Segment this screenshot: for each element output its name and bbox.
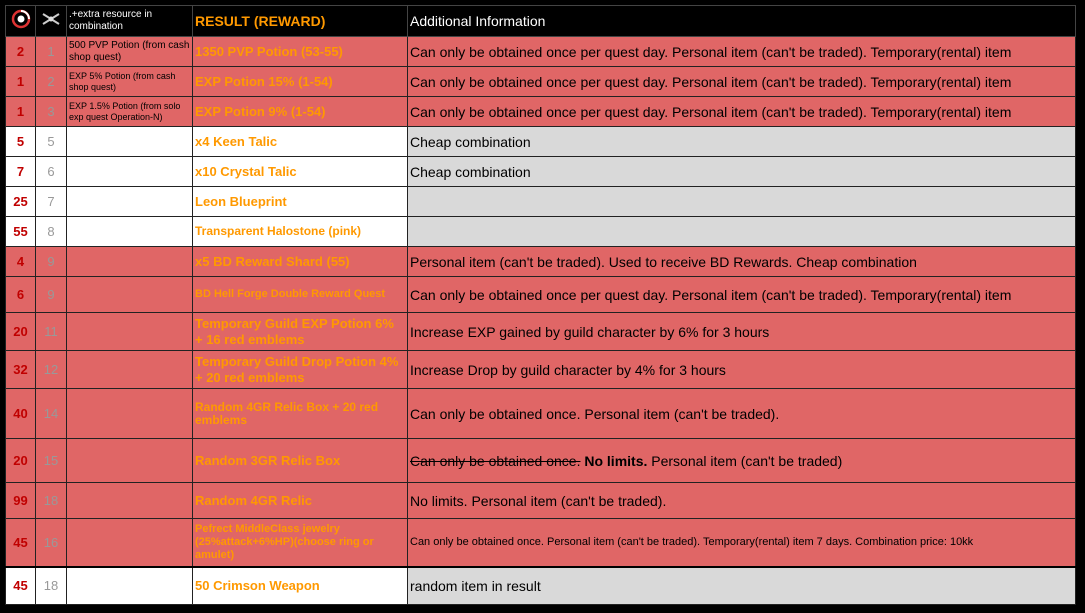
red-swirl-emblem-icon — [11, 9, 31, 34]
red-emblem-count: 1 — [6, 97, 36, 127]
row-number: 2 — [36, 67, 67, 97]
additional-info: Cheap combination — [408, 157, 1076, 187]
row-number: 15 — [36, 439, 67, 483]
result-reward: Random 4GR Relic — [193, 483, 408, 519]
header-extra-resource: .+extra resource in combination — [67, 6, 193, 37]
row-number: 3 — [36, 97, 67, 127]
result-reward: BD Hell Forge Double Reward Quest — [193, 277, 408, 313]
result-reward: Leon Blueprint — [193, 187, 408, 217]
red-emblem-count: 45 — [6, 567, 36, 605]
table-row — [6, 67, 1076, 97]
row-number: 18 — [36, 567, 67, 605]
table-row — [6, 351, 1076, 389]
red-emblem-count: 4 — [6, 247, 36, 277]
extra-resource — [67, 519, 193, 567]
table-row — [6, 439, 1076, 483]
additional-info: Increase EXP gained by guild character by 6% for 3 hours — [408, 313, 1076, 351]
additional-info — [408, 439, 1076, 483]
extra-resource — [67, 127, 193, 157]
row-number: 12 — [36, 351, 67, 389]
row-number: 1 — [36, 37, 67, 67]
row-number: 16 — [36, 519, 67, 567]
extra-resource — [67, 247, 193, 277]
red-emblem-count: 20 — [6, 439, 36, 483]
row-number: 18 — [36, 483, 67, 519]
additional-info: Can only be obtained once per quest day. Personal item (can't be traded). Temporary(rental) item — [408, 97, 1076, 127]
table-row — [6, 519, 1076, 567]
crossed-weapons-icon — [41, 12, 61, 31]
table-row — [6, 567, 1076, 605]
row-number: 7 — [36, 187, 67, 217]
row-number: 9 — [36, 247, 67, 277]
reward-table-container — [5, 5, 1075, 605]
row-number: 5 — [36, 127, 67, 157]
result-reward: EXP Potion 15% (1-54) — [193, 67, 408, 97]
red-emblem-count: 6 — [6, 277, 36, 313]
additional-info: random item in result — [408, 567, 1076, 605]
extra-resource — [67, 389, 193, 439]
row-number: 11 — [36, 313, 67, 351]
extra-resource: 500 PVP Potion (from cash shop quest) — [67, 37, 193, 67]
bold-text: No limits. — [584, 452, 648, 469]
result-reward: Random 4GR Relic Box + 20 red emblems — [193, 389, 408, 439]
header-col2 — [36, 6, 67, 37]
header-col1 — [6, 6, 36, 37]
extra-resource — [67, 351, 193, 389]
table-row — [6, 217, 1076, 247]
additional-info — [408, 217, 1076, 247]
result-reward: x5 BD Reward Shard (55) — [193, 247, 408, 277]
table-row — [6, 157, 1076, 187]
result-reward: Pefrect MiddleClass jewelry (25%attack+6%HP)(choose ring or amulet) — [193, 519, 408, 567]
row-number: 8 — [36, 217, 67, 247]
result-reward: 50 Crimson Weapon — [193, 567, 408, 605]
extra-resource — [67, 157, 193, 187]
extra-resource — [67, 217, 193, 247]
extra-resource — [67, 567, 193, 605]
additional-info: Can only be obtained once. Personal item (can't be traded). Temporary(rental) item 7 days. Combination price: 10kk — [408, 519, 1076, 567]
table-row — [6, 247, 1076, 277]
row-number: 14 — [36, 389, 67, 439]
red-emblem-count: 32 — [6, 351, 36, 389]
table-row — [6, 97, 1076, 127]
extra-resource — [67, 277, 193, 313]
result-reward: x4 Keen Talic — [193, 127, 408, 157]
table-row — [6, 127, 1076, 157]
table-row — [6, 483, 1076, 519]
header-additional-info: Additional Information — [408, 6, 1076, 37]
extra-resource — [67, 187, 193, 217]
extra-resource — [67, 313, 193, 351]
row-number: 6 — [36, 157, 67, 187]
extra-resource — [67, 439, 193, 483]
struck-text: Can only be obtained once. — [410, 452, 581, 469]
red-emblem-count: 40 — [6, 389, 36, 439]
result-reward: Temporary Guild EXP Potion 6% + 16 red emblems — [193, 313, 408, 351]
additional-info: Can only be obtained once. Personal item (can't be traded). — [408, 389, 1076, 439]
table-row — [6, 313, 1076, 351]
result-reward: x10 Crystal Talic — [193, 157, 408, 187]
red-emblem-count: 99 — [6, 483, 36, 519]
red-emblem-count: 5 — [6, 127, 36, 157]
red-emblem-count: 55 — [6, 217, 36, 247]
info-text: Personal item (can't be traded) — [651, 452, 843, 469]
result-reward: Random 3GR Relic Box — [193, 439, 408, 483]
additional-info: Cheap combination — [408, 127, 1076, 157]
additional-info: Can only be obtained once per quest day. Personal item (can't be traded). Temporary(rental) item — [408, 67, 1076, 97]
header-row — [6, 6, 1076, 37]
result-reward: Temporary Guild Drop Potion 4% + 20 red emblems — [193, 351, 408, 389]
red-emblem-count: 25 — [6, 187, 36, 217]
extra-resource — [67, 483, 193, 519]
red-emblem-count: 45 — [6, 519, 36, 567]
additional-info: Can only be obtained once per quest day. Personal item (can't be traded). Temporary(rental) item — [408, 277, 1076, 313]
table-row — [6, 277, 1076, 313]
reward-table — [5, 5, 1076, 605]
header-result: RESULT (REWARD) — [193, 6, 408, 37]
extra-resource: EXP 5% Potion (from cash shop quest) — [67, 67, 193, 97]
red-emblem-count: 2 — [6, 37, 36, 67]
red-emblem-count: 20 — [6, 313, 36, 351]
result-reward: 1350 PVP Potion (53-55) — [193, 37, 408, 67]
red-emblem-count: 7 — [6, 157, 36, 187]
red-emblem-count: 1 — [6, 67, 36, 97]
additional-info: Personal item (can't be traded). Used to receive BD Rewards. Cheap combination — [408, 247, 1076, 277]
table-row — [6, 37, 1076, 67]
row-number: 9 — [36, 277, 67, 313]
table-row — [6, 389, 1076, 439]
additional-info — [408, 187, 1076, 217]
result-reward: Transparent Halostone (pink) — [193, 217, 408, 247]
additional-info: No limits. Personal item (can't be traded). — [408, 483, 1076, 519]
extra-resource: EXP 1.5% Potion (from solo exp quest Operation-N) — [67, 97, 193, 127]
result-reward: EXP Potion 9% (1-54) — [193, 97, 408, 127]
additional-info: Can only be obtained once per quest day. Personal item (can't be traded). Temporary(rental) item — [408, 37, 1076, 67]
table-row — [6, 187, 1076, 217]
additional-info: Increase Drop by guild character by 4% for 3 hours — [408, 351, 1076, 389]
